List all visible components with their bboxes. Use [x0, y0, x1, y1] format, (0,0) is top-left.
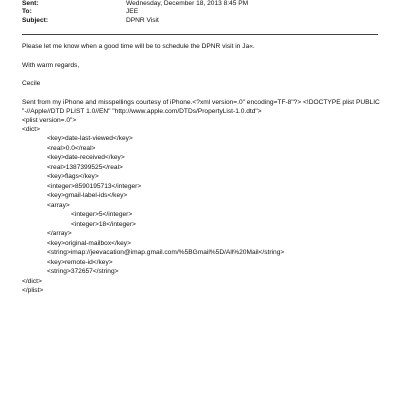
code-line: <key>date-last-viewed</key>	[47, 135, 133, 142]
message-text: Please let me know when a good time will be to schedule the DPNR visit in Ja«.	[22, 43, 255, 50]
signature-text: Cecile	[22, 80, 41, 87]
code-line: <string>372657</string>	[47, 268, 119, 275]
header-row-to	[22, 9, 382, 18]
code-line: <real>0.0</real>	[47, 144, 96, 152]
sent-from-line-2: "-//Apple//DTD PLIST 1.0//EN" "http://www.apple.com/DTDs/PropertyList-1.0.dtd">	[22, 108, 262, 115]
code-line: <integer>5</integer>	[71, 211, 133, 218]
code-line: </dict>	[22, 277, 42, 285]
header-label-sent: Sent:	[22, 0, 39, 7]
header-label-to: To:	[22, 8, 32, 16]
code-line: <key>flags</key>	[47, 173, 99, 180]
code-line: </plist>	[22, 287, 44, 294]
header-row-subject	[22, 17, 382, 26]
header-value-sent: Wednesday, December 18, 2013 8:45 PM	[126, 0, 249, 7]
header-divider	[22, 34, 378, 35]
sent-from-line-1: Sent from my iPhone and misspellings courtesy of iPhone.<?xml version=.0" encoding=TF-8"?> <!DOCTYPE plist PUBLIC	[22, 99, 380, 106]
code-line: <array>	[47, 201, 70, 209]
code-line: </array>	[47, 230, 72, 237]
code-line: <key>original-mailbox</key>	[47, 239, 131, 247]
code-line: <dict>	[22, 125, 40, 133]
code-line: <integer>18</integer>	[71, 220, 136, 228]
header-value-to: JEE	[126, 8, 139, 16]
closing-text: With warm regards,	[22, 62, 80, 69]
code-line: <key>date-received</key>	[47, 154, 125, 161]
email-headers	[22, 0, 382, 26]
code-line: <key>remote-id</key>	[47, 258, 113, 266]
header-value-subject: DPNR Visit	[126, 16, 159, 24]
code-line: <key>gmail-label-ids</key>	[47, 192, 128, 199]
header-label-subject: Subject:	[22, 16, 49, 24]
code-line: <integer>8590195713</integer>	[47, 182, 142, 190]
code-line: <real>1387399525</real>	[47, 163, 123, 171]
plist-open-line: <plist version=.0">	[22, 117, 77, 124]
code-line: <string>imap://jeevacation@imap.gmail.com/%5BGmail%5D/All%20Mail</string>	[47, 249, 285, 256]
header-row-sent	[22, 0, 382, 9]
